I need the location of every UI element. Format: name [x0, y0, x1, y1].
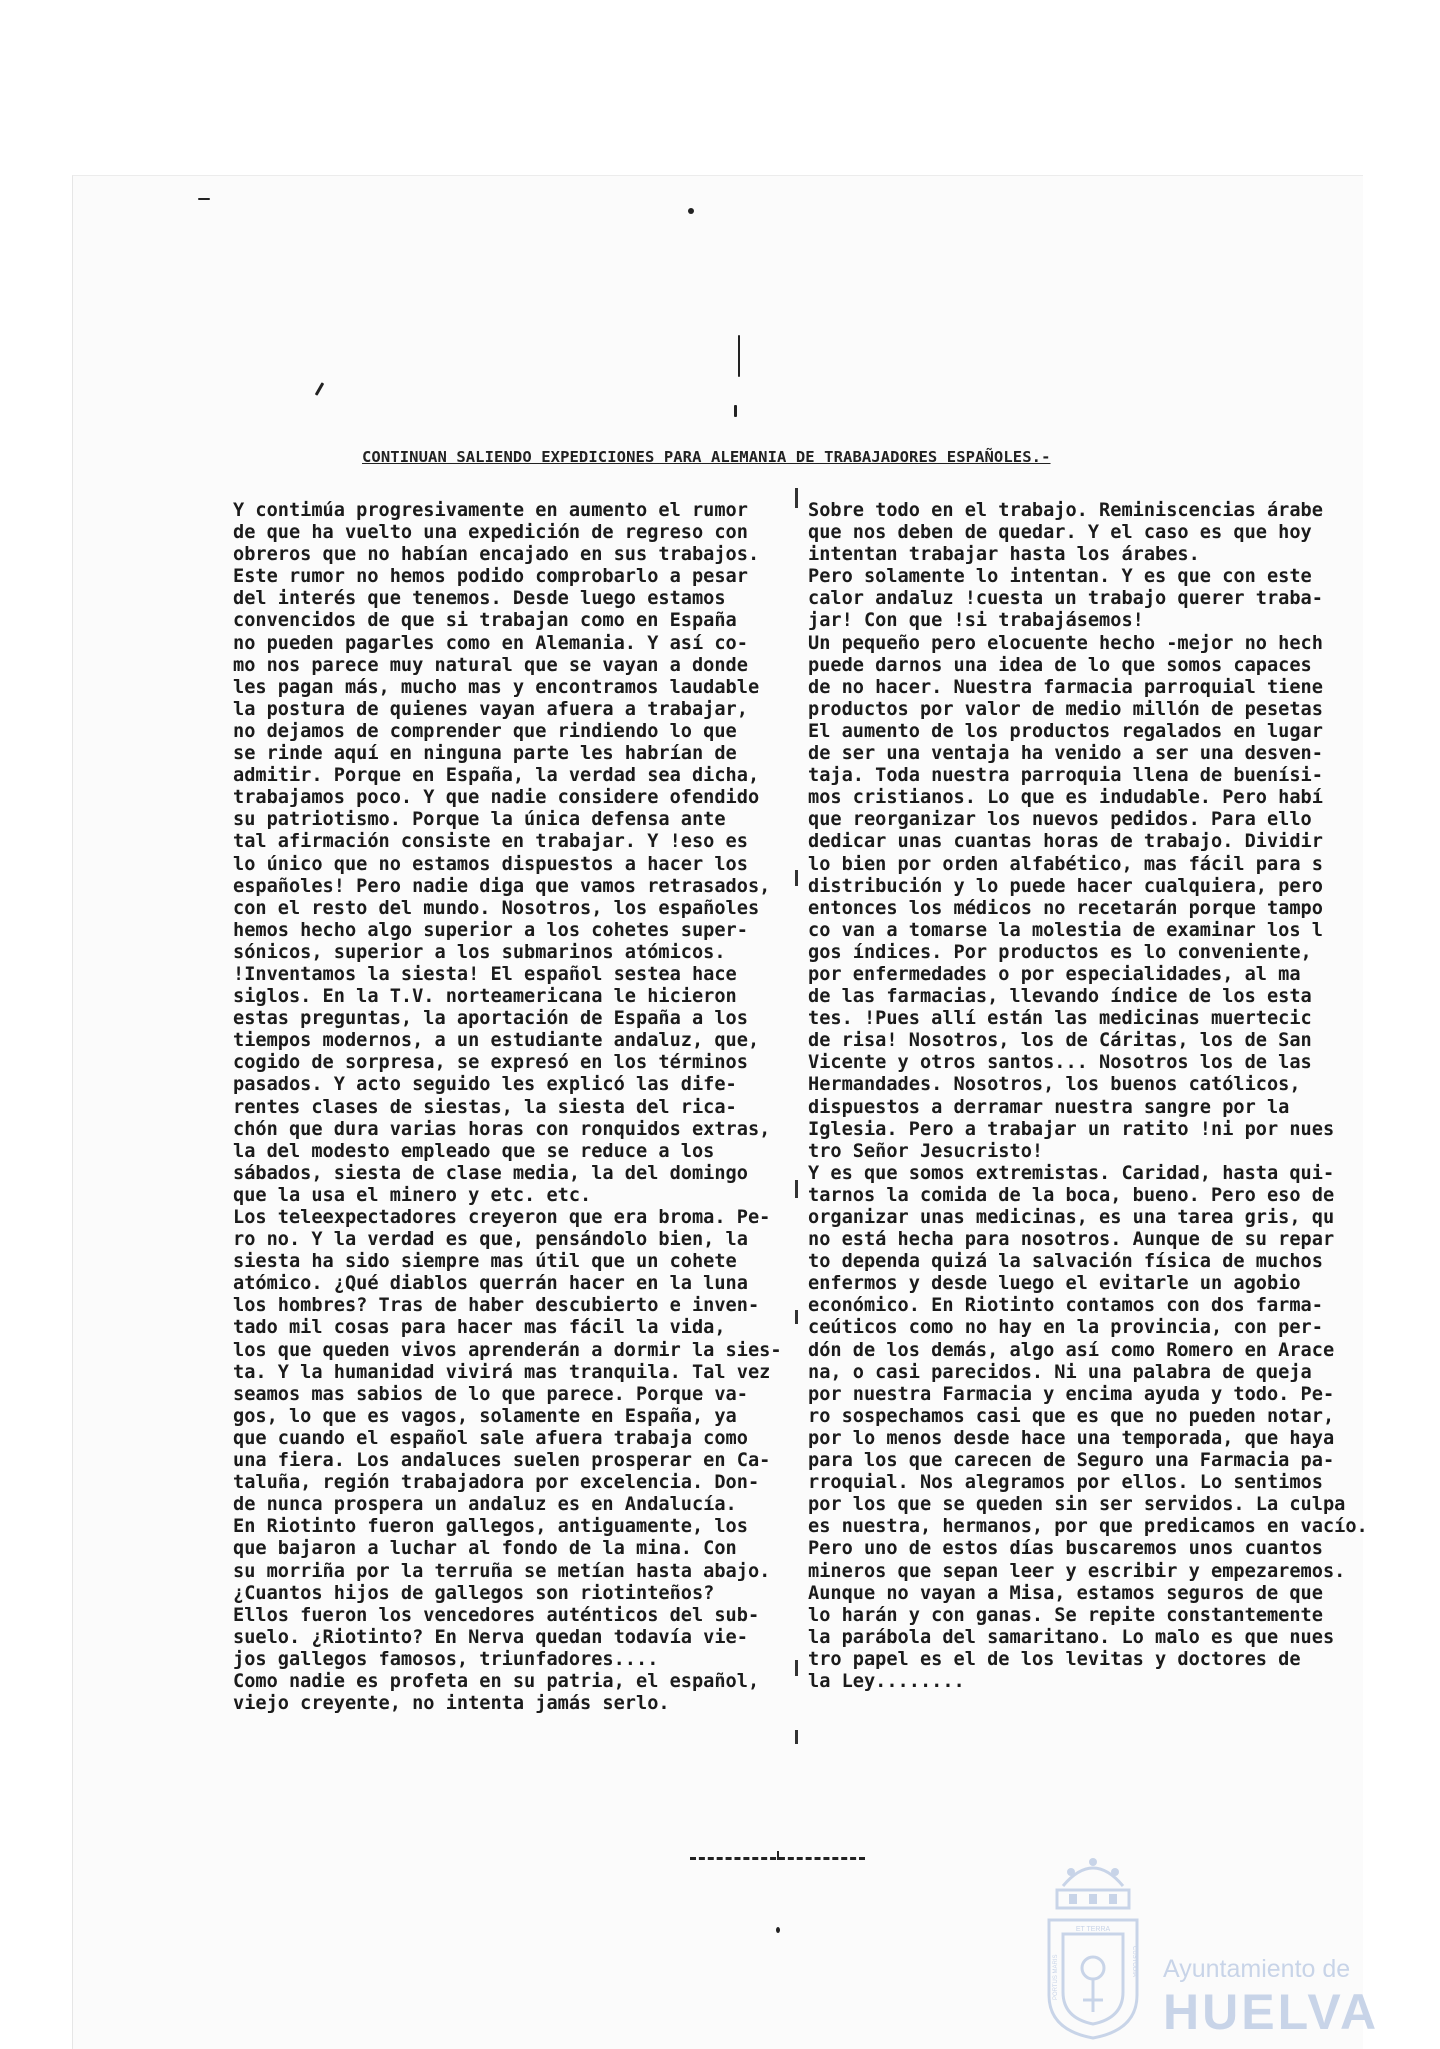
text-line: El aumento de los productos regalados en lugar [808, 720, 1323, 742]
text-line: cogido de sorpresa, se expresó en los términos [233, 1052, 748, 1074]
text-line: admitir. Porque en España, la verdad sea dicha, [233, 765, 760, 787]
text-line: una fiera. Los andaluces suelen prosperar en Ca- [233, 1450, 771, 1472]
right-column [808, 500, 1368, 1693]
text-line: lo único que no estamos dispuestos a hacer los [233, 853, 748, 875]
text-line: sábados, siesta de clase media, la del domingo [233, 1162, 748, 1184]
text-line: no está hecha para nosotros. Aunque de su repar [808, 1229, 1335, 1251]
text-line: los que queden vivos aprenderán a dormir la sies- [233, 1339, 782, 1361]
text-line: la postura de quienes vayan afuera a trabajar, [233, 698, 748, 720]
text-line: to dependa quizá la salvación física de muchos [808, 1251, 1323, 1273]
text-line: su patriotismo. Porque la única defensa ante [233, 809, 726, 831]
coat-of-arms-icon [1033, 1850, 1153, 2040]
logo-ribbon-text: ET TERRA [1075, 1926, 1111, 1933]
text-line: hemos hecho algo superior a los cohetes super- [233, 919, 748, 941]
text-line: taluña, región trabajadora por excelencia. Don- [233, 1472, 760, 1494]
text-line: la del modesto empleado que se reduce a los [233, 1140, 715, 1162]
text-line: siglos. En la T.V. norteamericana le hicieron [233, 986, 737, 1008]
text-line: trabajamos poco. Y que nadie considere ofendido [233, 787, 760, 809]
text-line: Vicente y otros santos... Nosotros los de las [808, 1052, 1312, 1074]
text-line: con el resto del mundo. Nosotros, los españoles [233, 897, 760, 919]
text-line: tiempos modernos, a un estudiante andaluz, que, [233, 1030, 760, 1052]
logo-line-ayuntamiento: Ayuntamiento de [1163, 1955, 1351, 1983]
text-line: productos por valor de medio millón de pesetas [808, 698, 1323, 720]
text-line: chón que dura varias horas con ronquidos extras, [233, 1118, 771, 1140]
text-line: dón de los demás, algo así como Romero en Arace [808, 1339, 1335, 1361]
text-line: la parábola del samaritano. Lo malo es que nues [808, 1626, 1335, 1648]
text-line: que nos deben de quedar. Y el caso es que hoy [808, 522, 1312, 544]
text-line: de nunca prospera un andaluz es en Andalucía. [233, 1494, 737, 1516]
logo-line-huelva: HUELVA [1163, 1984, 1380, 2040]
text-line: suelo. ¿Riotinto? En Nerva quedan todavía vie- [233, 1626, 748, 1648]
document-title: CONTINUAN SALIENDO EXPEDICIONES PARA ALEMANIA DE TRABAJADORES ESPAÑOLES.- [362, 448, 1051, 466]
text-line: tal afirmación consiste en trabajar. Y !eso es [233, 831, 748, 853]
text-line: que cuando el español sale afuera trabaja como [233, 1427, 748, 1449]
column-divider [795, 1310, 798, 1324]
left-column [233, 500, 798, 1715]
logo-left-motto: PORTUS MARIS [1053, 1954, 1059, 2000]
text-line: españoles! Pero nadie diga que vamos retrasados, [233, 875, 771, 897]
text-line: por los que se queden sin ser servidos. La culpa [808, 1494, 1346, 1516]
text-line: ¿Cuantos hijos de gallegos son riotinteños? [233, 1582, 715, 1604]
text-line: organizar unas medicinas, es una tarea gris, qu [808, 1207, 1335, 1228]
text-line: Pero solamente lo intentan. Y es que con este [808, 566, 1312, 588]
text-line: jar! Con que !si trabajásemos! [808, 610, 1144, 632]
paper-speck [688, 208, 694, 214]
text-line: atómico. ¿Qué diablos querrán hacer en la luna [233, 1273, 748, 1295]
column-divider [795, 870, 798, 886]
text-line: Los teleexpectadores creyeron que era broma. Pe- [233, 1207, 771, 1228]
text-line: de ser una ventaja ha venido a ser una desven- [808, 743, 1323, 765]
text-line: Pero uno de estos días buscaremos unos cuantos [808, 1538, 1323, 1560]
paper-speck [198, 198, 210, 200]
text-line: puede darnos una idea de lo que somos capaces [808, 654, 1312, 676]
text-line: Como nadie es profeta en su patria, el español, [233, 1670, 760, 1692]
text-line: económico. En Riotinto contamos con dos farma- [808, 1295, 1323, 1317]
text-line: na, o casi parecidos. Ni una palabra de queja [808, 1361, 1312, 1383]
text-line: gos índices. Por productos es lo conveniente, [808, 941, 1312, 963]
text-line: dispuestos a derramar nuestra sangre por la [808, 1096, 1290, 1118]
text-line: tro Señor Jesucristo! [808, 1140, 1044, 1162]
text-line: que reorganizar los nuevos pedidos. Para ello [808, 809, 1312, 831]
text-line: ta. Y la humanidad vivirá mas tranquila. Tal vez [233, 1361, 771, 1383]
text-line: entonces los médicos no recetarán porque tampo [808, 897, 1323, 919]
text-line: por nuestra Farmacia y encima ayuda y todo. Pe- [808, 1383, 1335, 1405]
text-line: co van a tomarse la molestia de examinar los l [808, 919, 1323, 941]
text-line: Hermandades. Nosotros, los buenos católicos, [808, 1074, 1301, 1096]
text-line: mo nos parece muy natural que se vayan a donde [233, 654, 748, 676]
column-divider [795, 1660, 798, 1676]
text-line: que la usa el minero y etc. etc. [233, 1184, 592, 1206]
text-line: estas preguntas, la aportación de España a los [233, 1008, 748, 1030]
text-line: Un pequeño pero elocuente hecho -mejor no hech [808, 632, 1323, 654]
text-line: tado mil cosas para hacer mas fácil la vida, [233, 1317, 726, 1339]
paper-speck [776, 1927, 780, 1933]
end-ornament-tick [777, 1851, 779, 1860]
text-line: seamos mas sabios de lo que parece. Porque va- [233, 1383, 748, 1405]
text-line: pasados. Y acto seguido les explicó las dife- [233, 1074, 737, 1096]
text-line: no dejamos de comprender que rindiendo lo que [233, 720, 737, 742]
text-line: ro no. Y la verdad es que, pensándolo bien, la [233, 1229, 748, 1251]
text-line: tro papel es el de los levitas y doctores de [808, 1648, 1301, 1670]
text-line: Este rumor no hemos podido comprobarlo a pesar [233, 566, 748, 588]
text-line: Iglesia. Pero a trabajar un ratito !ni por nues [808, 1118, 1335, 1140]
text-line: tes. !Pues allí están las medicinas muertecic [808, 1008, 1312, 1030]
text-line: de no hacer. Nuestra farmacia parroquial tiene [808, 676, 1323, 698]
text-line: convencidos de que si trabajan como en España [233, 610, 737, 632]
text-line: del interés que tenemos. Desde luego estamos [233, 588, 726, 610]
text-line: tarnos la comida de la boca, bueno. Pero eso de [808, 1184, 1335, 1206]
text-line: gos, lo que es vagos, solamente en España, ya [233, 1405, 737, 1427]
text-line: obreros que no habían encajado en sus trabajos. [233, 544, 760, 566]
text-line: los hombres? Tras de haber descubierto e inven- [233, 1295, 760, 1317]
text-line: que bajaron a luchar al fondo de la mina. Con [233, 1538, 737, 1560]
column-divider [795, 1180, 798, 1198]
text-line: Sobre todo en el trabajo. Reminiscencias árabe [808, 500, 1323, 521]
text-line: para los que carecen de Seguro una Farmacia pa- [808, 1450, 1335, 1472]
text-line: jos gallegos famosos, triunfadores.... [233, 1648, 659, 1670]
logo-right-motto: CUSTODIA [1131, 1946, 1137, 1977]
text-line: !Inventamos la siesta! El español sestea hace [233, 963, 737, 985]
text-line: de que ha vuelto una expedición de regreso con [233, 522, 748, 544]
text-line: se rinde aquí en ninguna parte les habrían de [233, 743, 737, 765]
column-divider [795, 488, 798, 508]
text-line: lo bien por orden alfabético, mas fácil para s [808, 853, 1323, 875]
text-line: intentan trabajar hasta los árabes. [808, 544, 1200, 566]
text-line: ro sospechamos casi que es que no pueden notar, [808, 1405, 1335, 1427]
text-line: de las farmacias, llevando índice de los esta [808, 986, 1312, 1008]
text-line: siesta ha sido siempre mas útil que un cohete [233, 1251, 737, 1273]
text-line: Y contimúa progresivamente en aumento el rumor [233, 500, 748, 521]
paper-speck [738, 335, 740, 377]
text-line: viejo creyente, no intenta jamás serlo. [233, 1693, 670, 1715]
text-line: sónicos, superior a los submarinos atómicos. [233, 941, 726, 963]
column-divider [795, 1730, 798, 1744]
text-line: su morriña por la terruña se metían hasta abajo. [233, 1560, 771, 1582]
text-line: les pagan más, mucho mas y encontramos laudable [233, 676, 760, 698]
text-line: mos cristianos. Lo que es indudable. Pero habí [808, 787, 1323, 809]
text-line: es nuestra, hermanos, por que predicamos en vacío. [808, 1516, 1368, 1538]
paper-speck [734, 405, 737, 417]
text-line: Y es que somos extremistas. Caridad, hasta qui- [808, 1162, 1335, 1184]
text-line: dedicar unas cuantas horas de trabajo. Dividir [808, 831, 1323, 853]
text-line: distribución y lo puede hacer cualquiera, pero [808, 875, 1323, 897]
text-line: Ellos fueron los vencedores auténticos del sub- [233, 1604, 760, 1626]
text-line: de risa! Nosotros, los de Cáritas, los de San [808, 1030, 1312, 1052]
text-line: la Ley........ [808, 1670, 965, 1692]
huelva-watermark-logo [1025, 1850, 1380, 2040]
text-line: por lo menos desde hace una temporada, que haya [808, 1427, 1335, 1449]
text-line: En Riotinto fueron gallegos, antiguamente, los [233, 1516, 748, 1538]
text-line: rentes clases de siestas, la siesta del rica- [233, 1096, 737, 1118]
text-line: ceúticos como no hay en la provincia, con per- [808, 1317, 1323, 1339]
text-line: rroquial. Nos alegramos por ellos. Lo sentimos [808, 1472, 1323, 1494]
text-line: no pueden pagarles como en Alemania. Y así co- [233, 632, 748, 654]
text-line: mineros que sepan leer y escribir y empezaremos. [808, 1560, 1346, 1582]
text-line: Aunque no vayan a Misa, estamos seguros de que [808, 1582, 1323, 1604]
text-line: por enfermedades o por especialidades, al ma [808, 963, 1301, 985]
text-line: lo harán y con ganas. Se repite constantemente [808, 1604, 1323, 1626]
text-line: taja. Toda nuestra parroquia llena de buenísi- [808, 765, 1323, 787]
text-line: calor andaluz !cuesta un trabajo querer traba- [808, 588, 1323, 610]
text-line: enfermos y desde luego el evitarle un agobio [808, 1273, 1301, 1295]
